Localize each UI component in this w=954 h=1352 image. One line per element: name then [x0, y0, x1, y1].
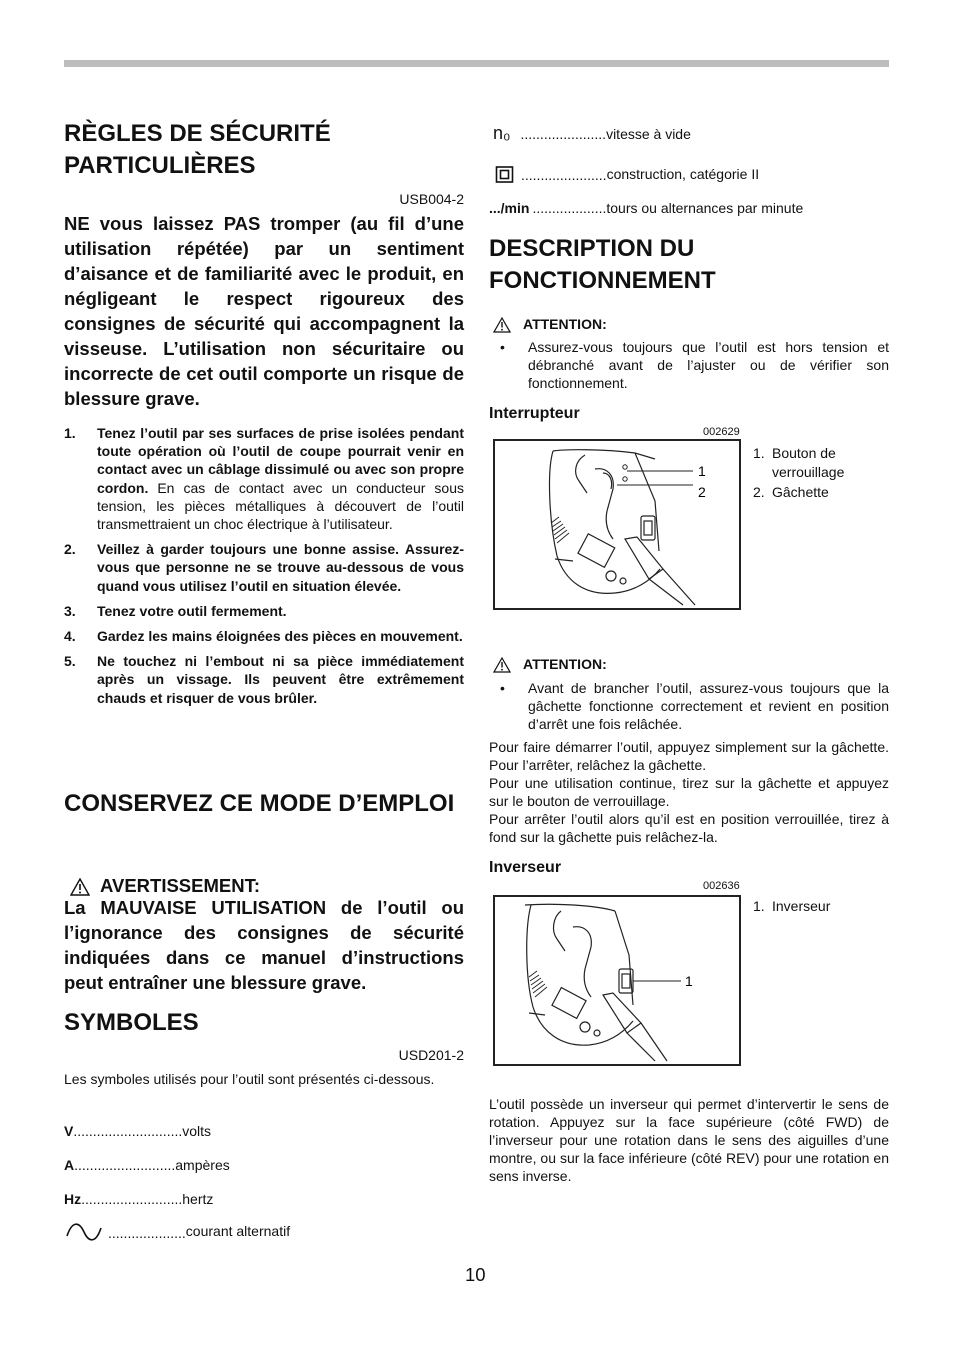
symbol-label: V [64, 1123, 74, 1139]
legend-text: Bouton de verrouillage [772, 445, 845, 480]
attention-bullet-1 [489, 338, 889, 393]
warning-triangle-icon [493, 317, 511, 333]
switch-paragraph [489, 738, 889, 846]
warning-label: AVERTISSEMENT: [100, 875, 261, 896]
safety-rule-item [64, 540, 464, 595]
bullet-dot: • [500, 680, 505, 696]
rule-number: 4. [64, 628, 76, 645]
double-insulation-icon [495, 166, 515, 184]
warning-triangle-icon [493, 657, 511, 673]
code-safety: USB004-2 [399, 191, 464, 207]
legend-text: Inverseur [772, 898, 831, 914]
figure-code: 002629 [703, 426, 740, 438]
reverse-figure [493, 895, 741, 1066]
switch-instruction: Pour faire démarrer l’outil, appuyez simplement sur la gâchette. Pour l’arrêter, relâchez la gâchette. [489, 739, 889, 773]
reverse-figure-legend [753, 897, 893, 916]
symbol-row-class-ii [489, 165, 759, 184]
safety-intro: NE vous laissez PAS tromper (au fil d’une utilisation répétée) par un sentiment d’aisance et de familiarité avec le produit, en négligeant le respect rigoureux des consignes de sécurité qui accompagnent la visseuse. L’utilisation non sécuritaire ou incorrecte de cet outil comporte un risque de blessure grave. [64, 213, 464, 409]
attention-heading-1 [489, 315, 607, 333]
legend-text: Gâchette [772, 484, 829, 500]
attention-label: ATTENTION: [523, 316, 607, 332]
no-load-speed-symbol: n₀ [493, 123, 511, 143]
symbol-row-hertz [64, 1190, 213, 1208]
figure-code: 002636 [703, 880, 740, 892]
symbol-row-no-load-speed [489, 124, 691, 143]
symbol-label: Hz [64, 1191, 82, 1207]
warning-text: La MAUVAISE UTILISATION de l’outil ou l’ignorance des consignes de sécurité indiquées dans ce manuel d’instructions peut entraîner une blessure grave. [64, 897, 464, 993]
alternating-current-icon [64, 1222, 104, 1242]
symbol-label: .../min [489, 200, 530, 216]
tool-switch-illustration [495, 441, 739, 608]
switch-figure-legend [753, 444, 893, 502]
legend-item [753, 444, 893, 481]
rule-bold-text: Tenez l’outil par ses surfaces de prise isolées pendant toute opération où l’outil de coupe pourrait venir en contact avec un câblage dissimulé ou avec son propre cordon. [97, 425, 464, 496]
heading-description: DESCRIPTION DU FONCTIONNEMENT [489, 235, 716, 294]
safety-rule-item [64, 652, 464, 707]
symbol-desc: construction, catégorie II [606, 166, 760, 182]
rule-bold-text: Veillez à garder toujours une bonne assise. Assurez-vous que personne ne se trouve au-dessous de vous quand vous utilisez l’outil en situation élevée. [97, 541, 464, 594]
symbol-desc: volts [182, 1123, 212, 1139]
safety-rule-item [64, 424, 464, 533]
reverse-paragraph: L’outil possède un inverseur qui permet d’intervertir le sens de rotation. Appuyez sur la face supérieure (côté FWD) de l’inverseur pour une rotation dans le sens des aiguilles d’une montre, ou sur la face inférieure (côté REV) pour une rotation en sens inverse. [489, 1096, 889, 1184]
warning-triangle-icon [70, 878, 90, 896]
legend-number: 2. [753, 484, 765, 500]
heading-keep-manual: CONSERVEZ CE MODE D’EMPLOI [64, 790, 455, 817]
rule-normal-text: En cas de contact avec un conducteur sous tension, les pièces métalliques à découvert de l’outil transmettraient un choc électrique à l’utilisateur. [97, 479, 464, 533]
legend-item [753, 897, 893, 916]
attention-label: ATTENTION: [523, 656, 607, 672]
rule-number: 5. [64, 653, 76, 670]
heading-safety-rules: RÈGLES DE SÉCURITÉ PARTICULIÈRES [64, 120, 331, 179]
tool-reverse-illustration [495, 897, 739, 1064]
symbol-desc: ampères [175, 1157, 230, 1173]
callout-1: 1 [698, 463, 706, 479]
rule-number: 1. [64, 425, 76, 441]
page-number: 10 [465, 1264, 486, 1285]
symbol-dots: ................... [532, 200, 607, 216]
heading-symbols: SYMBOLES [64, 1009, 199, 1036]
bullet-dot: • [500, 339, 505, 355]
symbol-dots: .................... [108, 1225, 186, 1242]
symbol-row-volts [64, 1122, 211, 1140]
symbol-row-amperes [64, 1156, 230, 1174]
legend-number: 1. [753, 898, 765, 914]
switch-instruction: Pour une utilisation continue, tirez sur la gâchette et appuyez sur le bouton de verrouillage. [489, 775, 889, 809]
symbol-desc: vitesse à vide [606, 126, 691, 142]
attention-text: Avant de brancher l’outil, assurez-vous toujours que la gâchette fonctionne correctement et revient en position d’arrêt une fois relâchée. [528, 680, 889, 733]
callout-2: 2 [698, 484, 706, 500]
symbol-dots: ...................... [520, 126, 607, 142]
symbol-dots: ...................... [521, 167, 607, 184]
legend-item [753, 483, 893, 502]
symbol-row-ac [64, 1222, 290, 1242]
callout-1: 1 [685, 973, 693, 989]
attention-heading-2 [489, 655, 607, 673]
code-symbols: USD201-2 [398, 1047, 464, 1063]
safety-rule-item [64, 602, 464, 620]
safety-rules-list [64, 424, 464, 714]
header-rule [64, 60, 889, 67]
symbol-desc: hertz [182, 1191, 214, 1207]
legend-number: 1. [753, 445, 765, 461]
reverse-heading: Inverseur [489, 859, 562, 876]
symbol-dots: ............................ [73, 1123, 183, 1139]
symbol-desc: courant alternatif [185, 1223, 291, 1239]
switch-instruction: Pour arrêter l’outil alors qu’il est en position verrouillée, tirez à fond sur la gâchette puis relâchez-la. [489, 811, 889, 845]
symbol-label: A [64, 1157, 75, 1173]
rule-bold-text: Ne touchez ni l’embout ni sa pièce immédiatement après un vissage. Ils peuvent être extrêmement chauds et risquer de vous brûler. [97, 653, 464, 706]
rule-bold-text: Tenez votre outil fermement. [97, 602, 287, 619]
symbol-dots: .......................... [81, 1191, 183, 1207]
switch-figure [493, 439, 741, 610]
safety-rule-item [64, 627, 464, 645]
symbol-desc: tours ou alternances par minute [606, 200, 804, 216]
rule-number: 3. [64, 602, 76, 619]
attention-bullet-2 [489, 679, 889, 734]
symbol-dots: .......................... [74, 1157, 176, 1173]
rule-bold-text: Gardez les mains éloignées des pièces en mouvement. [97, 628, 463, 645]
symbol-row-per-minute [489, 199, 803, 217]
symbols-intro: Les symboles utilisés pour l’outil sont présentés ci-dessous. [64, 1071, 435, 1087]
attention-text: Assurez-vous toujours que l’outil est hors tension et débranché avant de l’ajuster ou de vérifier son fonctionnement. [528, 339, 889, 392]
rule-number: 2. [64, 541, 76, 558]
switch-heading: Interrupteur [489, 405, 580, 422]
